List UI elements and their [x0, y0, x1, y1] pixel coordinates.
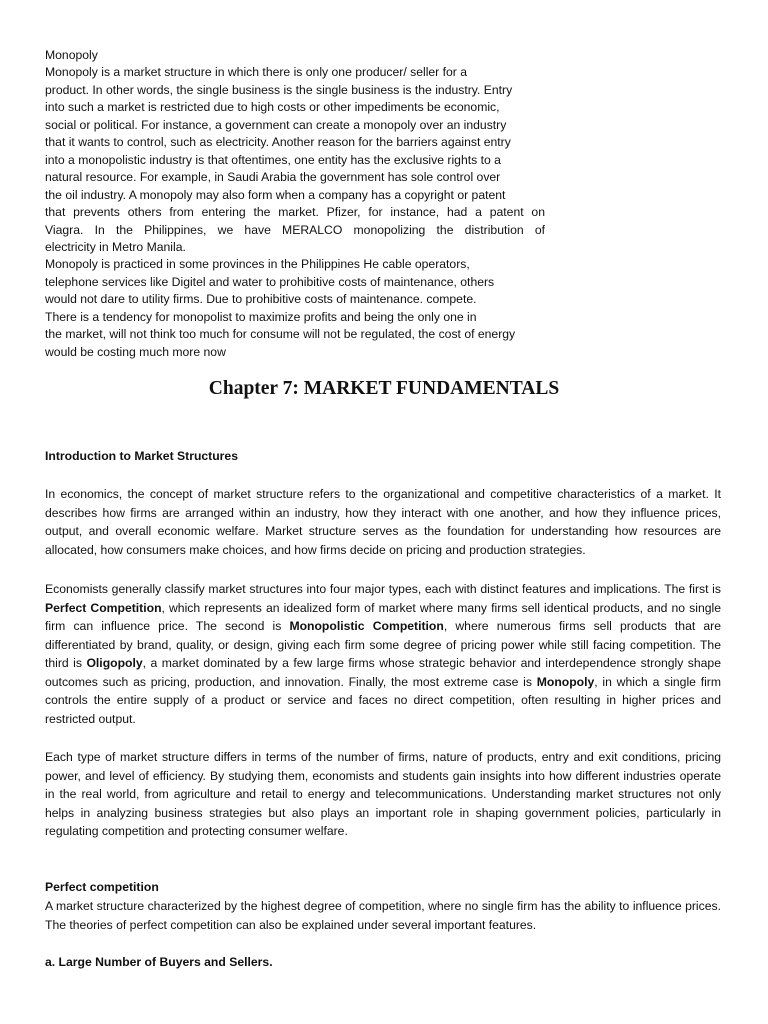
monopoly-line: the oil industry. A monopoly may also form when a company has a copyright or patent [45, 187, 506, 202]
monopoly-line: would be costing much more now [45, 344, 226, 359]
monopoly-line: Viagra. In the Philippines, we have MERALCO monopolizing the distribution of [45, 222, 545, 237]
monopoly-line: natural resource. For example, in Saudi Arabia the government has sole control over [45, 170, 501, 185]
paragraph-text: , where numerous firms sell products that are differentiated by brand, quality, or design, giving each firm some degree of pricing power while still facing competition. The third is [45, 619, 721, 671]
monopoly-section [45, 47, 545, 361]
monopoly-line: product. In other words, the single business is the single business is the industry. Entry [45, 82, 513, 97]
term-oligopoly: Oligopoly [86, 656, 143, 671]
intro-paragraph-2 [45, 580, 721, 728]
perfect-competition-subheading: a. Large Number of Buyers and Sellers. [45, 955, 273, 969]
paragraph-text: , which represents an idealized form of market where many firms sell identical products, and no single firm can influence price. The second is [45, 600, 722, 634]
monopoly-line: There is a tendency for monopolist to maximize profits and being the only one in [45, 309, 477, 324]
monopoly-heading: Monopoly [45, 48, 98, 62]
monopoly-line: social or political. For instance, a government can create a monopoly over an industry [45, 117, 507, 132]
monopoly-line: would not dare to utility firms. Due to prohibitive costs of maintenance. compete. [45, 292, 477, 307]
intro-paragraph-1: In economics, the concept of market structure refers to the organizational and competitive characteristics of a market. It describes how firms are arranged within an industry, how they interact with one another, and how they influence prices, output, and overall economic welfare. Market structure serves as the foundation for understanding how resources are allocated, how consumers make choices, and how firms decide on pricing and production strategies. [45, 487, 721, 557]
chapter-title: Chapter 7: MARKET FUNDAMENTALS [208, 378, 560, 399]
monopoly-line: the market, will not think too much for consume will not be regulated, the cost of energy [45, 327, 516, 342]
monopoly-line: Monopoly is a market structure in which there is only one producer/ seller for a [45, 65, 468, 80]
perfect-competition-heading: Perfect competition [45, 880, 159, 894]
intro-paragraph-3: Each type of market structure differs in terms of the number of firms, nature of products, entry and exit conditions, pricing power, and level of efficiency. By studying them, economists and students gain insights into how different industries operate in the real world, from agriculture and retail to energy and telecommunications. Understanding market structures not only helps in analyzing business strategies but also plays an important role in shaping government policies, particularly in regulating competition and protecting consumer welfare. [45, 750, 721, 839]
paragraph-text: Economists generally classify market structures into four major types, each with distinct features and implications. The first is [45, 582, 721, 596]
term-perfect-competition: Perfect Competition [45, 600, 162, 615]
perfect-competition-paragraph: A market structure characterized by the highest degree of competition, where no single firm has the ability to influence prices. The theories of perfect competition can also be explained under several important features. [45, 899, 721, 932]
paragraph-text: , a market dominated by a few large firms whose strategic behavior and interdependence strongly shape outcomes such as pricing, production, and innovation. Finally, the most extreme case is [45, 656, 721, 689]
term-monopolistic-competition: Monopolistic Competition [289, 619, 444, 634]
monopoly-line: into such a market is restricted due to high costs or other impediments be economic, [45, 100, 500, 115]
monopoly-line: telephone services like Digitel and water to prohibitive costs of maintenance, others [45, 274, 495, 289]
intro-heading: Introduction to Market Structures [45, 449, 238, 463]
monopoly-line: that it wants to control, such as electricity. Another reason for the barriers against entry [45, 135, 511, 150]
monopoly-line: Monopoly is practiced in some provinces in the Philippines He cable operators, [45, 257, 470, 272]
monopoly-line: that prevents others from entering the market. Pfizer, for instance, had a patent on [45, 205, 545, 220]
paragraph-text: , in which a single firm controls the entire supply of a product or service and faces no direct competition, often resulting in higher prices and restricted output. [45, 674, 722, 726]
monopoly-line: into a monopolistic industry is that oftentimes, one entity has the exclusive rights to a [45, 152, 501, 167]
term-monopoly: Monopoly [536, 674, 595, 689]
monopoly-line: electricity in Metro Manila. [45, 239, 186, 254]
